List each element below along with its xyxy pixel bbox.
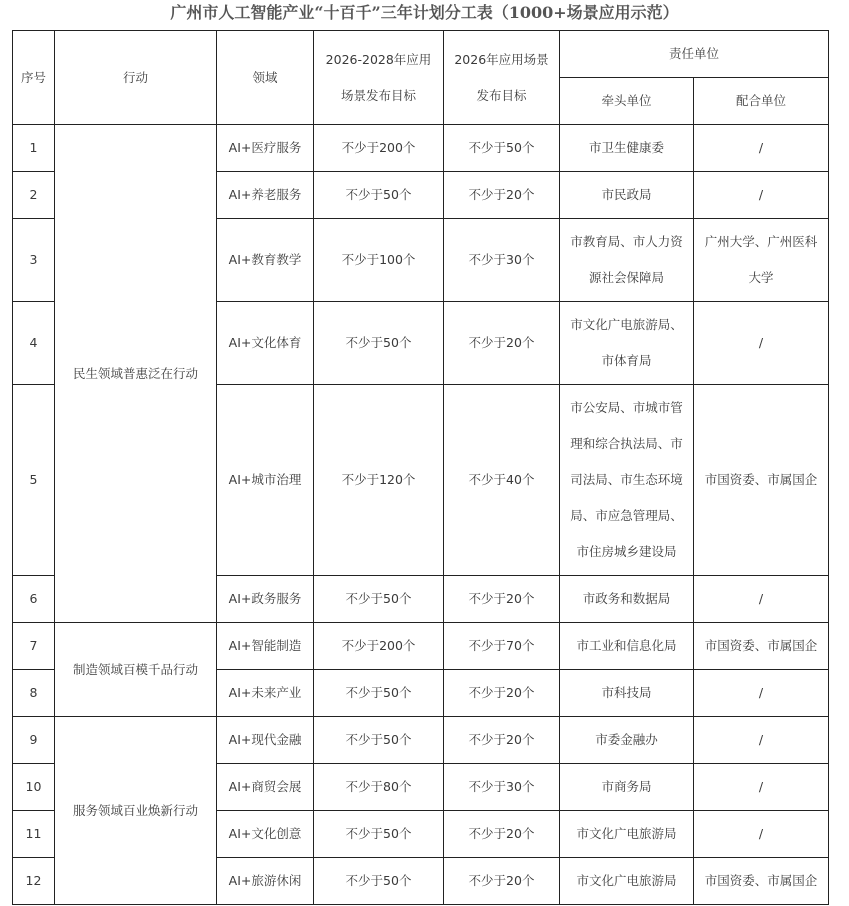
- seq-cell: 8: [13, 670, 55, 717]
- support-cell: [694, 670, 829, 717]
- lead-cell: [560, 302, 694, 385]
- support-cell: [694, 125, 829, 172]
- target-2026-cell: 不少于20个: [444, 172, 560, 219]
- header-domain: 领域: [217, 31, 314, 125]
- target-2026-cell: 不少于20个: [444, 670, 560, 717]
- target-2026-2028-cell: 不少于50个: [314, 717, 444, 764]
- support-cell: [694, 219, 829, 302]
- lead-line: 理和综合执法局、市: [570, 436, 683, 451]
- lead-line: 市公安局、市城市管: [570, 400, 683, 415]
- lead-line: 市科技局: [601, 685, 652, 700]
- header-target-2026: [444, 31, 560, 125]
- support-line: 广州大学、广州医科: [704, 234, 818, 249]
- header-target-2026-2028-line1: 2026-2028年应用: [325, 51, 432, 67]
- lead-line: 市工业和信息化局: [576, 638, 677, 653]
- support-cell: [694, 623, 829, 670]
- seq-cell: 6: [13, 576, 55, 623]
- action-cell: 民生领域普惠泛在行动: [55, 125, 217, 623]
- lead-cell: [560, 576, 694, 623]
- table-row: [13, 125, 829, 172]
- lead-cell: [560, 623, 694, 670]
- support-line: 大学: [748, 270, 774, 285]
- support-line: 市国资委、市属国企: [704, 873, 818, 888]
- lead-line: 市教育局、市人力资: [570, 234, 683, 249]
- target-2026-cell: 不少于70个: [444, 623, 560, 670]
- seq-cell: 3: [13, 219, 55, 302]
- support-cell: [694, 172, 829, 219]
- target-2026-cell: 不少于20个: [444, 717, 560, 764]
- target-2026-2028-cell: 不少于200个: [314, 623, 444, 670]
- lead-line: 局、市应急管理局、: [570, 508, 683, 523]
- domain-cell: AI+未来产业: [217, 670, 314, 717]
- support-cell: [694, 811, 829, 858]
- lead-cell: [560, 811, 694, 858]
- lead-line: 市体育局: [601, 353, 652, 368]
- header-target-2026-line1: 2026年应用场景: [454, 51, 549, 67]
- seq-cell: 2: [13, 172, 55, 219]
- support-cell: [694, 302, 829, 385]
- lead-cell: [560, 172, 694, 219]
- lead-cell: [560, 385, 694, 576]
- lead-line: 司法局、市生态环境: [570, 472, 683, 487]
- support-cell: [694, 717, 829, 764]
- lead-line: 市住房城乡建设局: [576, 544, 677, 559]
- target-2026-2028-cell: 不少于50个: [314, 670, 444, 717]
- seq-cell: 5: [13, 385, 55, 576]
- domain-cell: AI+医疗服务: [217, 125, 314, 172]
- lead-cell: [560, 219, 694, 302]
- domain-cell: AI+智能制造: [217, 623, 314, 670]
- lead-line: 市政务和数据局: [582, 591, 671, 606]
- header-target-2026-2028-line2: 场景发布目标: [340, 87, 416, 103]
- seq-cell: 1: [13, 125, 55, 172]
- lead-cell: [560, 717, 694, 764]
- support-cell: [694, 576, 829, 623]
- header-seq: 序号: [13, 31, 55, 125]
- seq-cell: 11: [13, 811, 55, 858]
- domain-cell: AI+城市治理: [217, 385, 314, 576]
- lead-line: 市商务局: [601, 779, 652, 794]
- support-cell: [694, 385, 829, 576]
- target-2026-2028-cell: 不少于50个: [314, 858, 444, 905]
- table-row: [13, 623, 829, 670]
- lead-line: 市文化广电旅游局: [576, 826, 677, 841]
- document-title: 广州市人工智能产业“十百千”三年计划分工表（1000+场景应用示范）: [170, 3, 679, 22]
- target-2026-cell: 不少于20个: [444, 576, 560, 623]
- support-line: /: [758, 335, 764, 350]
- target-2026-2028-cell: 不少于50个: [314, 302, 444, 385]
- plan-table: [12, 30, 829, 905]
- header-lead: 牵头单位: [560, 78, 694, 125]
- domain-cell: AI+文化体育: [217, 302, 314, 385]
- domain-cell: AI+政务服务: [217, 576, 314, 623]
- support-cell: [694, 858, 829, 905]
- seq-cell: 9: [13, 717, 55, 764]
- target-2026-2028-cell: 不少于80个: [314, 764, 444, 811]
- target-2026-2028-cell: 不少于50个: [314, 172, 444, 219]
- lead-line: 源社会保障局: [588, 270, 664, 285]
- support-line: /: [758, 685, 764, 700]
- domain-cell: AI+养老服务: [217, 172, 314, 219]
- support-line: /: [758, 779, 764, 794]
- seq-cell: 12: [13, 858, 55, 905]
- domain-cell: AI+现代金融: [217, 717, 314, 764]
- support-line: /: [758, 826, 764, 841]
- action-cell: 制造领域百模千品行动: [55, 623, 217, 717]
- target-2026-2028-cell: 不少于100个: [314, 219, 444, 302]
- support-line: 市国资委、市属国企: [704, 472, 818, 487]
- target-2026-cell: 不少于50个: [444, 125, 560, 172]
- lead-line: 市民政局: [601, 187, 652, 202]
- header-support: 配合单位: [694, 78, 829, 125]
- action-cell: 服务领域百业焕新行动: [55, 717, 217, 905]
- support-line: 市国资委、市属国企: [704, 638, 818, 653]
- support-line: /: [758, 187, 764, 202]
- domain-cell: AI+教育教学: [217, 219, 314, 302]
- lead-line: 市委金融办: [595, 732, 658, 747]
- support-line: /: [758, 732, 764, 747]
- target-2026-cell: 不少于20个: [444, 811, 560, 858]
- target-2026-cell: 不少于20个: [444, 302, 560, 385]
- seq-cell: 4: [13, 302, 55, 385]
- lead-cell: [560, 858, 694, 905]
- table-row: [13, 717, 829, 764]
- target-2026-cell: 不少于40个: [444, 385, 560, 576]
- seq-cell: 7: [13, 623, 55, 670]
- support-line: /: [758, 140, 764, 155]
- target-2026-cell: 不少于20个: [444, 858, 560, 905]
- support-line: /: [758, 591, 764, 606]
- target-2026-2028-cell: 不少于50个: [314, 811, 444, 858]
- support-cell: [694, 764, 829, 811]
- header-target-2026-line2: 发布目标: [476, 87, 527, 103]
- lead-cell: [560, 764, 694, 811]
- lead-line: 市文化广电旅游局: [576, 873, 677, 888]
- header-responsible: 责任单位: [560, 31, 829, 78]
- domain-cell: AI+文化创意: [217, 811, 314, 858]
- header-action: 行动: [55, 31, 217, 125]
- domain-cell: AI+旅游休闲: [217, 858, 314, 905]
- header-target-2026-2028: [314, 31, 444, 125]
- target-2026-2028-cell: 不少于200个: [314, 125, 444, 172]
- seq-cell: 10: [13, 764, 55, 811]
- target-2026-2028-cell: 不少于50个: [314, 576, 444, 623]
- domain-cell: AI+商贸会展: [217, 764, 314, 811]
- target-2026-cell: 不少于30个: [444, 764, 560, 811]
- target-2026-2028-cell: 不少于120个: [314, 385, 444, 576]
- lead-cell: [560, 670, 694, 717]
- lead-line: 市文化广电旅游局、: [570, 317, 683, 332]
- target-2026-cell: 不少于30个: [444, 219, 560, 302]
- lead-line: 市卫生健康委: [588, 140, 664, 155]
- lead-cell: [560, 125, 694, 172]
